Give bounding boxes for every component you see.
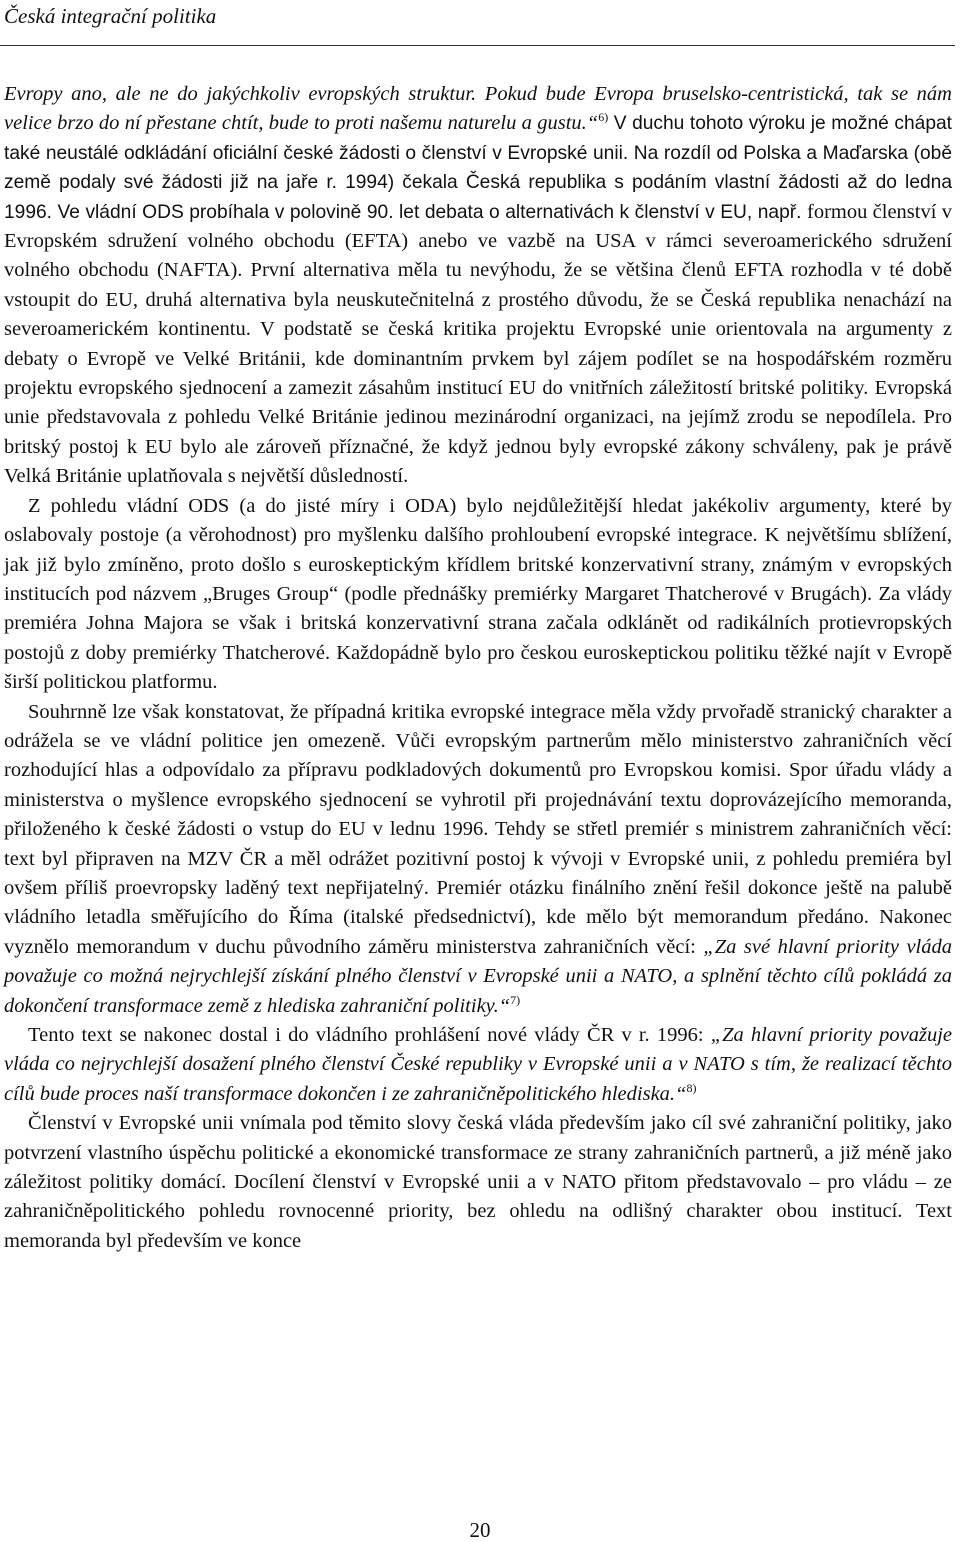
header-rule	[0, 45, 955, 46]
paragraph-text: formou členství v Evropském sdružení volného obchodu (EFTA) anebo ve vazbě na USA v rámci severoamerického sdružení volného obchodu (NAFTA). První alternativa měla tu nevýhodu, že se většina členů EFTA rozhodla v té době vstoupit do EU, druhá alternativa byla neuskutečnitelná z prostého důvodu, že se Česká republika nenachází na severoamerickém kontinentu. V podstatě se česká kritika projektu Evropské unie orientovala na argumenty z debaty o Evropě ve Velké Británii, kde dominantním prvkem byl zájem podílet se na hospodářském rozměru projektu evropského sjednocení a zamezit zásahům institucí EU do vnitřních záležitostí britské politiky. Evropská unie představovala z pohledu Velké Británie jedinou mezinárodní organizaci, na jejímž zrodu se nepodílela. Pro britský postoj k EU bylo ale zároveň příznačné, že když jednou byly evropské zákony schváleny, pak je právě Velká Británie uplatňovala s největší důsledností.	[4, 200, 952, 488]
paragraph-text: Souhrnně lze však konstatovat, že případná kritika evropské integrace měla vždy prvořadě stranický charakter a odrážela se ve vládní politice jen omezeně. Vůči evropským partnerům mělo ministerstvo zahraničních věcí rozhodující hlas a odpovídalo za přípravu podkladových dokumentů pro Evropskou komisi. Spor úřadu vlády a ministerstva o myšlence evropského sjednocení se vyhrotil při projednávání textu doprovázejícího memoranda, přiloženého k české žádosti o vstup do EU v lednu 1996. Tehdy se střetl premiér s ministrem zahraničních věcí: text byl připraven na MZV ČR a měl odrážet pozitivní postoj k vývoji v Evropské unii, z pohledu premiéra byl ovšem příliš proevropsky laděný text nepřijatelný. Premiér otázku finálního znění řešil dokonce ještě na palubě vládního letadla směřujícího do Říma (italské předsednictví), kde mělo být memorandum předáno. Nakonec vyznělo memorandum v duchu původního záměru ministerstva zahraničních věcí:	[4, 700, 952, 958]
paragraph-3	[4, 698, 952, 1021]
paragraph-text-sans: V duchu tohoto výroku je možné chápat také neustálé odkládání oficiální české žádosti o členství v Evropské unii. Na rozdíl od Polska a Maďarska (obě země podaly své žádosti již na jaře r. 1994) čekala Česká republika s podáním vlastní žádosti až do ledna 1996. Ve vládní ODS probíhala v polovině 90. let debata o alternativách k členství v EU, např.	[4, 113, 952, 223]
quote-continuation: Evropy ano, ale ne do jakýchkoliv evropských struktur. Pokud bude Evropa bruselsko-centristická, tak se nám velice brzo do ní přestane chtít, bude to proti našemu naturelu a gustu.“	[4, 83, 952, 135]
paragraph-4	[4, 1021, 952, 1109]
footnote-ref: 8)	[686, 1080, 697, 1095]
quote: „Za své hlavní priority vláda považuje co možná nejrychlejší získání plného členství v Evropské unii a NATO, a splnění těchto cílů pokládá za dokončení transformace země z hlediska zahraniční politiky.“	[4, 935, 952, 1017]
page-number: 20	[469, 1518, 491, 1542]
paragraph-5: Členství v Evropské unii vnímala pod těmito slovy česká vláda především jako cíl své zahraniční politiky, jako potvrzení vlastního úspěchu politické a ekonomické transformace ze strany zahraničních partnerů, a již méně jako záležitost politiky domácí. Docílení členství v Evropské unii a v NATO přitom představovalo – pro vládu – ze zahraničněpolitického pohledu rovnocenné priority, bez ohledu na odlišný charakter obou institucí. Text memoranda byl především ve konce	[4, 1112, 952, 1252]
paragraph-1	[4, 80, 952, 492]
paragraph-text: Tento text se nakonec dostal i do vládního prohlášení nové vlády ČR v r. 1996:	[28, 1024, 711, 1046]
running-title: Česká integrační politika	[4, 4, 217, 28]
paragraph-2: Z pohledu vládní ODS (a do jisté míry i ODA) bylo nejdůležitější hledat jakékoliv argumenty, které by oslabovaly postoje (a věrohodnost) pro myšlenku dalšího prohloubení evropské integrace. K největšímu sblížení, jak již bylo zmíněno, proto došlo s euroskeptickým křídlem britské konzervativní strany, známým v evropských institucích pod názvem „Bruges Group“ (podle přednášky premiérky Margaret Thatcherové v Brugách). Za vlády premiéra Johna Majora se však i britská konzervativní strana začala odklánět od radikálních protievropských postojů z doby premiérky Thatcherové. Každopádně bylo pro českou euroskeptickou politiku těžké najít v Evropě širší politickou platformu.	[4, 494, 952, 694]
body-text	[4, 80, 952, 1256]
footnote-ref: 6)	[598, 110, 609, 125]
footnote-ref: 7)	[510, 992, 521, 1007]
quote: „Za hlavní priority považuje vláda co nejrychlejší dosažení plného členství České republiky v Evropské unii a v NATO s tím, že realizací těchto cílů bude proces naší transformace dokončen i ze zahraničněpolitického hlediska.“	[4, 1024, 952, 1105]
